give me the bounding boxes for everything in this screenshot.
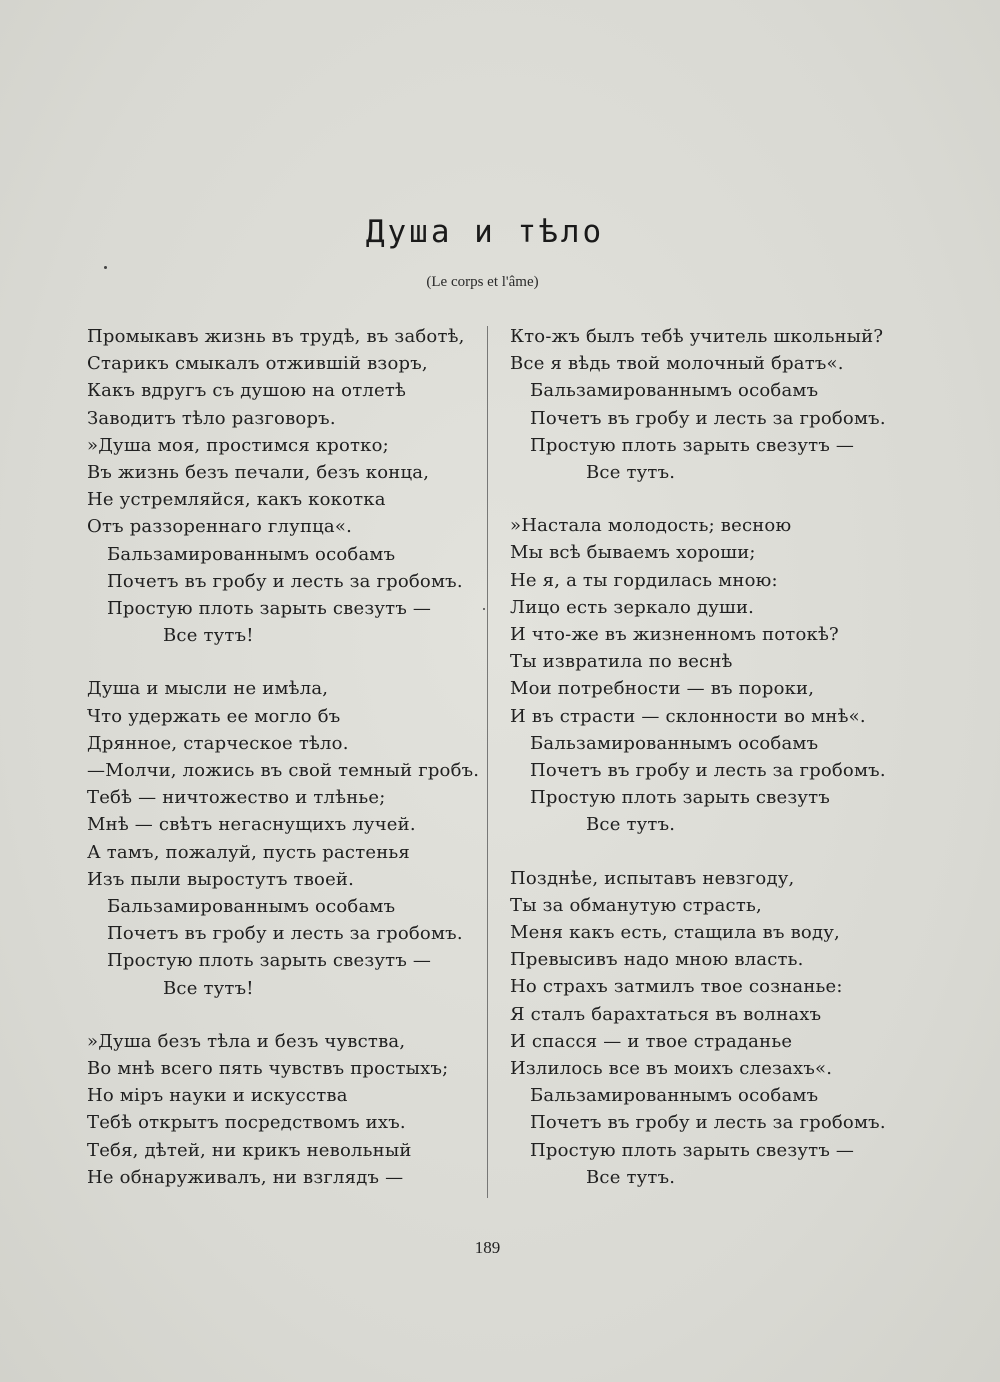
verse-line: Не устремляйся, какъ кокотка xyxy=(87,489,386,511)
refrain-final-line: Все тутъ! xyxy=(163,625,254,647)
column-divider xyxy=(487,326,488,1198)
refrain-line: Бальзамированнымъ особамъ xyxy=(530,1085,819,1107)
verse-line: И въ страсти — склонности во мнѣ«. xyxy=(510,705,866,727)
verse-line: Все я вѣдь твой молочный братъ«. xyxy=(510,353,844,375)
print-speck xyxy=(483,608,485,610)
refrain-final-line: Все тутъ. xyxy=(586,462,676,484)
verse-line: Что удержать ее могло бъ xyxy=(87,705,341,727)
refrain-line: Простую плоть зарыть свезутъ — xyxy=(107,950,432,972)
verse-line: Не обнаруживалъ, ни взглядъ — xyxy=(87,1166,404,1188)
refrain-line: Простую плоть зарыть свезутъ — xyxy=(107,598,432,620)
refrain-line: Почетъ въ гробу и лесть за гробомъ. xyxy=(530,407,886,429)
stanza xyxy=(510,323,930,486)
stanza xyxy=(87,1028,482,1191)
verse-line: Позднѣе, испытавъ невзгоду, xyxy=(510,867,795,889)
refrain-final-line: Все тутъ. xyxy=(586,1166,676,1188)
stanza xyxy=(87,323,482,649)
refrain-line: Почетъ въ гробу и лесть за гробомъ. xyxy=(530,760,886,782)
refrain-line: Бальзамированнымъ особамъ xyxy=(530,380,819,402)
verse-line: Кто-жъ былъ тебѣ учитель школьный? xyxy=(510,326,884,347)
refrain-line: Почетъ въ гробу и лесть за гробомъ. xyxy=(107,923,463,945)
stanza xyxy=(87,675,482,1001)
refrain-line: Почетъ въ гробу и лесть за гробомъ. xyxy=(530,1112,886,1134)
verse-line: Мои потребности — въ пороки, xyxy=(510,678,815,700)
verse-line: Я сталъ барахтаться въ волнахъ xyxy=(510,1003,822,1025)
verse-line: Отъ раззореннаго глупца«. xyxy=(87,516,352,538)
refrain-line: Бальзамированнымъ особамъ xyxy=(530,732,819,754)
refrain-line: Простую плоть зарыть свезутъ — xyxy=(530,1139,855,1161)
verse-line: Дрянное, старческое тѣло. xyxy=(87,732,349,754)
verse-line: Превысивъ надо мною власть. xyxy=(510,949,804,971)
left-column xyxy=(87,323,482,1217)
verse-line: »Душа безъ тѣла и безъ чувства, xyxy=(87,1030,406,1052)
refrain-line: Простую плоть зарыть свезутъ — xyxy=(530,434,855,456)
poem-subtitle: (Le corps et l'âme) xyxy=(426,274,539,290)
verse-line: Излилось все въ моихъ слезахъ«. xyxy=(510,1058,833,1080)
verse-line: Старикъ смыкалъ отжившій взоръ, xyxy=(87,353,428,375)
verse-line: Тебѣ открытъ посредствомъ ихъ. xyxy=(87,1112,406,1134)
verse-line: Меня какъ есть, стащила въ воду, xyxy=(510,922,840,944)
verse-line: Но страхъ затмилъ твое сознанье: xyxy=(510,976,843,998)
verse-line: Промыкавъ жизнь въ трудѣ, въ заботѣ, xyxy=(87,326,465,347)
verse-line: —Молчи, ложись въ свой темный гробъ. xyxy=(87,760,480,782)
refrain-line: Почетъ въ гробу и лесть за гробомъ. xyxy=(107,570,463,592)
page-number: 189 xyxy=(474,1238,501,1257)
verse-line: »Настала молодость; весною xyxy=(510,515,792,537)
verse-line: Лицо есть зеркало души. xyxy=(510,596,755,618)
verse-line: И спасся — и твое страданье xyxy=(510,1030,793,1052)
stanza xyxy=(510,865,930,1191)
verse-line: Въ жизнь безъ печали, безъ конца, xyxy=(87,462,430,484)
refrain-final-line: Все тутъ. xyxy=(586,814,676,836)
verse-line: Душа и мысли не имѣла, xyxy=(87,678,329,700)
verse-line: Изъ пыли выростутъ твоей. xyxy=(87,868,355,890)
verse-line: А тамъ, пожалуй, пусть растенья xyxy=(87,841,410,863)
refrain-line: Простую плоть зарыть свезутъ xyxy=(530,787,830,809)
print-speck xyxy=(104,266,107,269)
verse-line: И что-же въ жизненномъ потокѣ? xyxy=(510,624,839,646)
verse-line: »Душа моя, простимся кротко; xyxy=(87,434,389,456)
verse-line: Заводитъ тѣло разговоръ. xyxy=(87,407,336,429)
refrain-final-line: Все тутъ! xyxy=(163,977,254,999)
verse-line: Но міръ науки и искусства xyxy=(87,1085,348,1107)
verse-line: Мы всѣ бываемъ хороши; xyxy=(510,542,756,564)
refrain-line: Бальзамированнымъ особамъ xyxy=(107,543,396,565)
right-column xyxy=(510,323,930,1217)
verse-line: Ты извратила по веснѣ xyxy=(510,651,733,673)
refrain-line: Бальзамированнымъ особамъ xyxy=(107,896,396,918)
poem-title: Душа и тѣло xyxy=(365,214,605,250)
verse-line: Ты за обманутую страсть, xyxy=(510,894,762,916)
verse-line: Не я, а ты гордилась мною: xyxy=(510,569,778,591)
verse-line: Тебя, дѣтей, ни крикъ невольный xyxy=(87,1139,412,1161)
verse-line: Какъ вдругъ съ душою на отлетѣ xyxy=(87,380,407,402)
verse-line: Тебѣ — ничтожество и тлѣнье; xyxy=(87,787,386,809)
stanza xyxy=(510,512,930,838)
verse-line: Мнѣ — свѣтъ негаснущихъ лучей. xyxy=(87,814,416,836)
verse-line: Во мнѣ всего пять чувствъ простыхъ; xyxy=(87,1058,449,1080)
